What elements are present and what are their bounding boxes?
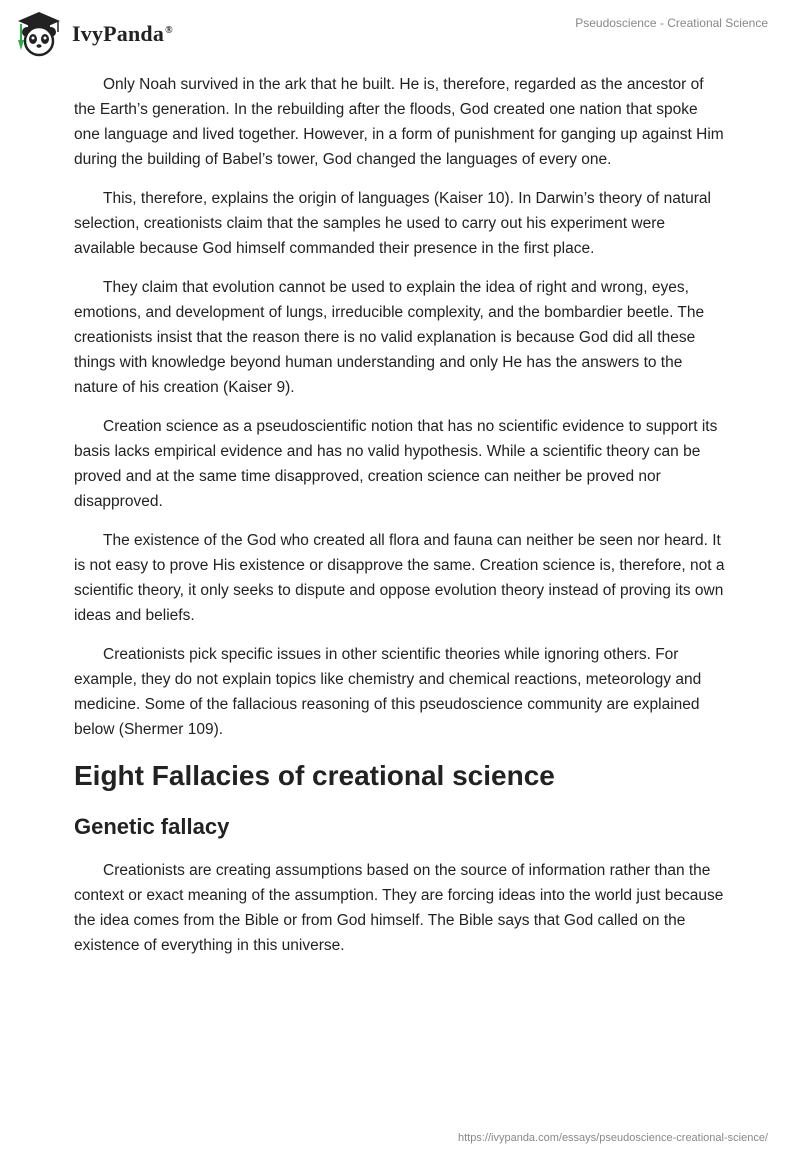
paragraph: Only Noah survived in the ark that he built. He is, therefore, regarded as the ancestor of the Earth’s generation. In the rebuilding after the floods, God created one nation that spoke one language and lived together. However, in a form of punishment for ganging up against Him during the building of Babel’s tower, God changed the languages of every one.: [74, 76, 724, 168]
document-title: Pseudoscience - Creational Science: [575, 16, 768, 30]
subsection-heading: Genetic fallacy: [74, 814, 230, 839]
section-heading: Eight Fallacies of creational science: [74, 760, 555, 791]
paragraph: Creationists pick specific issues in other scientific theories while ignoring others. For example, they do not explain topics like chemistry and chemical reactions, meteorology and medicine. Some of the fallacious reasoning of this pseudoscience community are explained below (Shermer 109).: [74, 646, 702, 738]
paragraph: They claim that evolution cannot be used to explain the idea of right and wrong, eyes, emotions, and development of lungs, irreducible complexity, and the bombardier beetle. The creationists insist that the reason there is no valid explanation is because God did all these things with knowledge beyond human understanding and only He has the answers to the nature of his creation (Kaiser 9).: [74, 279, 705, 396]
page-header: [0, 0, 800, 70]
panda-icon: [14, 10, 64, 58]
paragraph: Creationists are creating assumptions based on the source of information rather than the context or exact meaning of the assumption. They are forcing ideas into the world just because the idea comes from the Bible or from God himself. The Bible says that God called on the existence of everything in this universe.: [74, 862, 724, 954]
paragraph: The existence of the God who created all flora and fauna can neither be seen nor heard. It is not easy to prove His existence or disapprove the same. Creation science is, therefore, not a scientific theory, it only seeks to dispute and oppose evolution theory instead of proving its own ideas and beliefs.: [74, 532, 725, 624]
logo-text: IvyPanda®: [72, 21, 173, 46]
footer-url[interactable]: https://ivypanda.com/essays/pseudoscience-creational-science/: [458, 1132, 768, 1144]
ivypanda-logo[interactable]: [14, 10, 173, 58]
paragraph: This, therefore, explains the origin of languages (Kaiser 10). In Darwin’s theory of natural selection, creationists claim that the samples he used to carry out his experiment were available because God himself commanded their presence in the first place.: [74, 190, 711, 257]
paragraph: Creation science as a pseudoscientific notion that has no scientific evidence to support its basis lacks empirical evidence and has no valid hypothesis. While a scientific theory can be proved and at the same time disapproved, creation science can neither be proved nor disapproved.: [74, 418, 718, 510]
essay-content: [74, 72, 726, 972]
